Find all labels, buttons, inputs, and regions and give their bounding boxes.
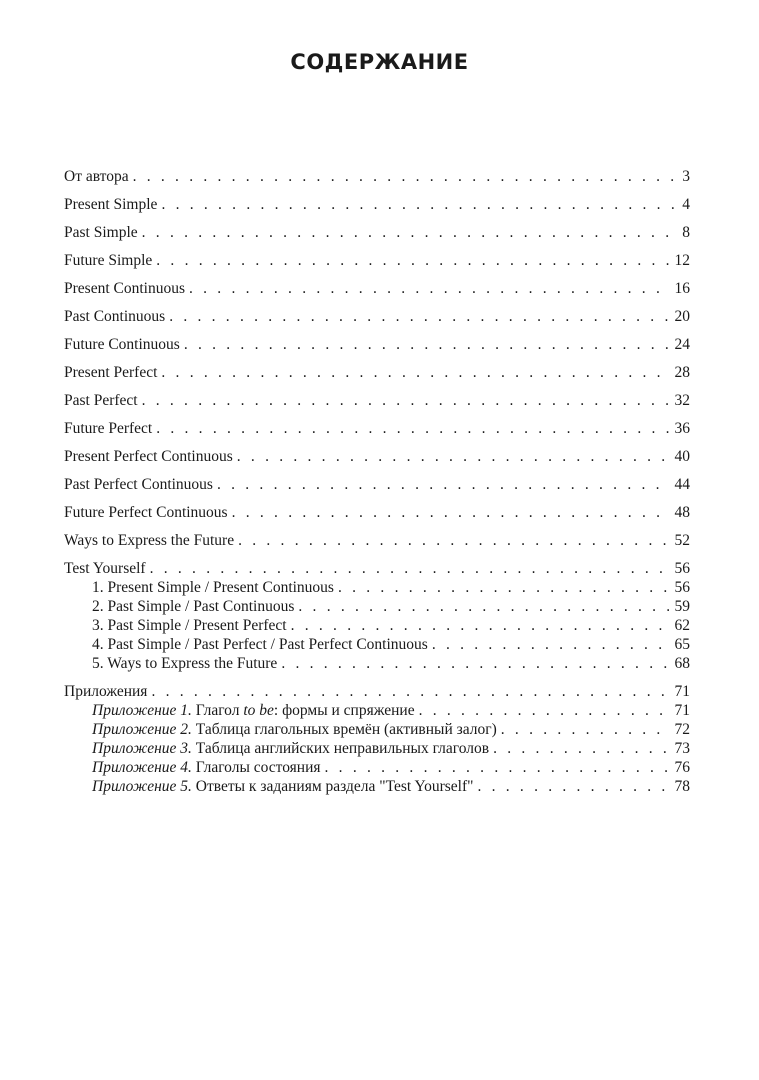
toc-subentry-page: 68 [674,655,690,672]
toc-subentry [92,654,690,674]
dot-leader [493,739,668,759]
appendix-text: Таблица английских неправильных глаголов [191,740,490,757]
appendix-prefix: Приложение 3. [92,740,192,757]
toc-entry-page: 40 [674,448,690,465]
toc-entry [64,251,690,271]
toc-entry-appendices [64,682,690,702]
dot-leader [189,279,669,299]
toc-entry-label: Past Continuous [64,308,166,325]
toc-subentry-page: 71 [674,702,690,719]
appendix-text: Таблица глагольных времён (активный залог) [191,721,497,738]
toc-entry-page: 32 [674,392,690,409]
toc-entry [64,391,690,411]
toc-subentry-page: 73 [674,740,690,757]
dot-leader [161,363,668,383]
toc-subentry-page: 62 [674,617,690,634]
dot-leader [142,223,677,243]
dot-leader [184,335,669,355]
toc-subentry-label: 3. Past Simple / Present Perfect [92,617,287,634]
toc-entry-page: 28 [674,364,690,381]
toc-subentry [92,616,690,636]
appendix-prefix: Приложение 4. [92,759,192,776]
toc-entry-page: 36 [674,420,690,437]
toc-entry-label: Past Perfect [64,392,138,409]
toc-subentry-page: 56 [674,579,690,596]
toc-subentry-label: 4. Past Simple / Past Perfect / Past Perfect Continuous [92,636,428,653]
toc-entry-label: От автора [64,168,129,185]
toc-subentry-page: 65 [674,636,690,653]
toc-entry-label: Future Perfect [64,420,153,437]
toc-subentry [92,758,690,778]
toc-entry-page: 48 [674,504,690,521]
toc-entry [64,223,690,243]
toc-entry-label: Future Continuous [64,336,180,353]
toc-entry-label: Приложения [64,683,148,700]
toc-entry-page: 20 [674,308,690,325]
dot-leader [232,503,669,523]
toc-subentry-label [92,701,419,721]
appendix-text: Глаголы состояния [191,759,321,776]
toc-subentry-page: 72 [674,721,690,738]
toc-subentry [92,701,690,721]
toc-entry-label: Present Simple [64,196,158,213]
toc-entry [64,195,690,215]
toc-entry-page: 16 [674,280,690,297]
dot-leader [419,701,669,721]
toc-entry-label: Future Perfect Continuous [64,504,228,521]
toc-entry-page: 24 [674,336,690,353]
dot-leader [338,578,669,598]
dot-leader [142,391,669,411]
toc-entry [64,503,690,523]
dot-leader [237,447,669,467]
appendix-text: Глагол [191,702,244,719]
toc-subentry [92,597,690,617]
dot-leader [291,616,669,636]
toc-entry-page: 12 [674,252,690,269]
toc-entry-test-yourself [64,559,690,579]
page-title: СОДЕРЖАНИЕ [290,50,469,74]
toc-entry [64,475,690,495]
toc-subentry [92,739,690,759]
dot-leader [298,597,668,617]
toc-entry-label: Present Continuous [64,280,185,297]
toc-entry-label: Ways to Express the Future [64,532,235,549]
toc-entry-page: 3 [682,168,690,185]
toc-entry [64,447,690,467]
toc-entry-label: Past Perfect Continuous [64,476,213,493]
dot-leader [150,559,669,579]
toc-entry-page: 71 [674,683,690,700]
toc-entry [64,363,690,383]
toc-entry-page: 52 [674,532,690,549]
toc-entry-label: Past Simple [64,224,138,241]
dot-leader [217,475,669,495]
dot-leader [281,654,668,674]
appendix-prefix: Приложение 2. [92,721,192,738]
appendix-italic-term: to be [243,702,274,719]
dot-leader [156,419,668,439]
toc-subentry-label [92,739,493,759]
toc-subentry-label: 5. Ways to Express the Future [92,655,278,672]
toc-subentry-label [92,720,501,740]
dot-leader [133,167,677,187]
toc-subentry-label: 1. Present Simple / Present Continuous [92,579,334,596]
appendix-text: Ответы к заданиям раздела "Test Yourself" [191,778,474,795]
toc-subentry [92,635,690,655]
appendix-prefix: Приложение 1. [92,702,192,719]
toc-entry-page: 56 [674,560,690,577]
toc-entry [64,167,690,187]
dot-leader [477,777,668,797]
toc-subentry-label: 2. Past Simple / Past Continuous [92,598,295,615]
dot-leader [151,682,668,702]
toc-entry-label: Present Perfect Continuous [64,448,233,465]
toc-entry-label: Future Simple [64,252,153,269]
toc-entry [64,335,690,355]
toc-entry-page: 8 [682,224,690,241]
dot-leader [161,195,676,215]
toc-subentry [92,720,690,740]
toc-subentry-page: 78 [674,778,690,795]
toc-entry [64,279,690,299]
toc-entry [64,307,690,327]
toc-entry-label: Present Perfect [64,364,158,381]
appendix-prefix: Приложение 5. [92,778,192,795]
toc-entry [64,419,690,439]
toc-entry-page: 44 [674,476,690,493]
toc-subentry-page: 59 [674,598,690,615]
toc-entry [64,531,690,551]
toc-subentry [92,578,690,598]
toc-subentry-label [92,758,325,778]
dot-leader [325,758,669,778]
toc-subentry-label [92,777,477,797]
dot-leader [432,635,669,655]
toc-subentry [92,777,690,797]
toc-subentry-page: 76 [674,759,690,776]
dot-leader [501,720,669,740]
toc-entry-page: 4 [682,196,690,213]
dot-leader [169,307,668,327]
appendix-text-after: : формы и спряжение [273,702,415,719]
dot-leader [156,251,668,271]
toc-entry-label: Test Yourself [64,560,146,577]
dot-leader [238,531,668,551]
